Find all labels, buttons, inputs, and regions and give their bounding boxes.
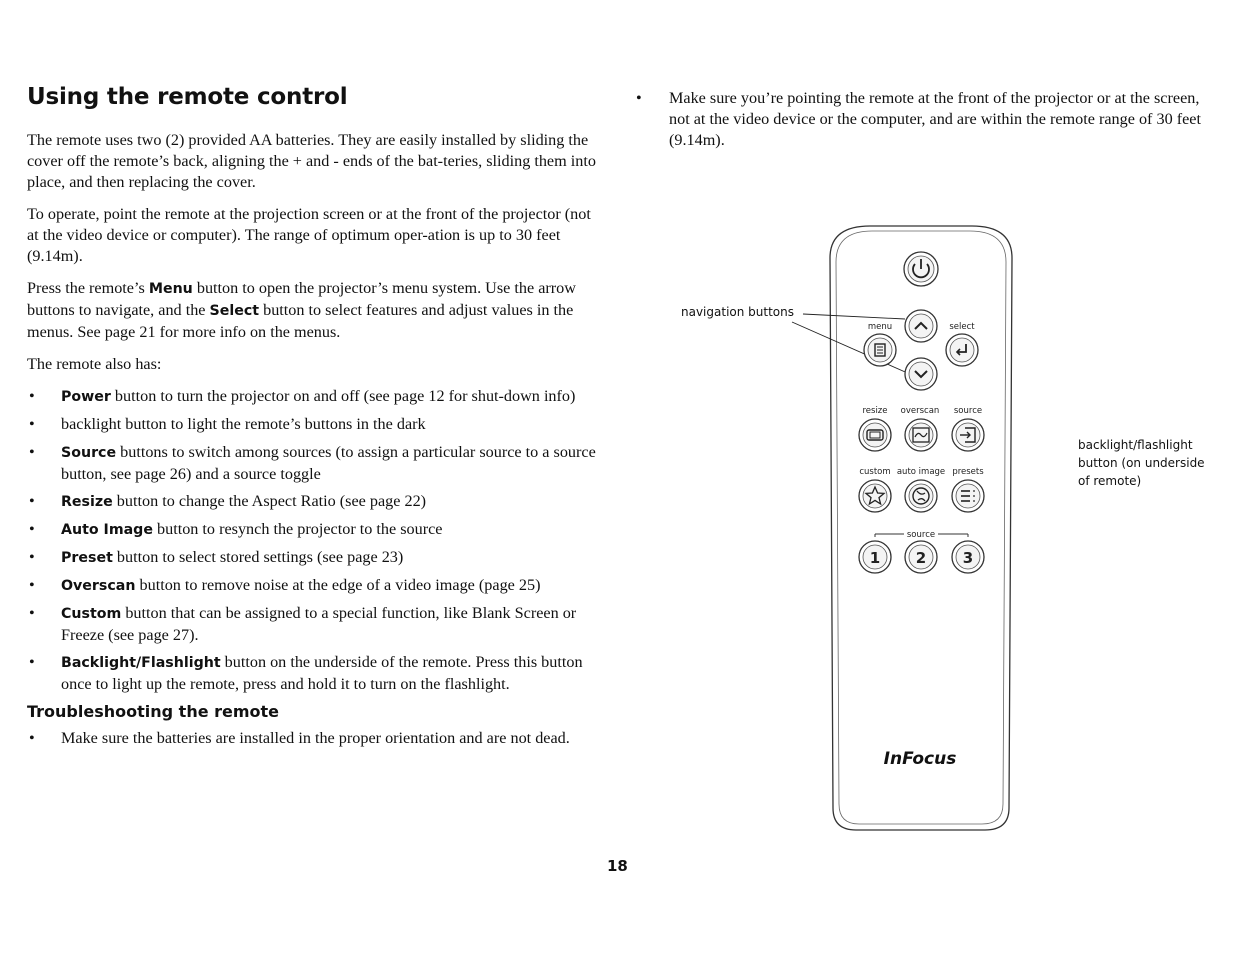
feature-text: backlight button to light the remote’s buttons in the dark bbox=[61, 415, 426, 433]
power-button bbox=[904, 252, 938, 286]
auto-image-label: auto image bbox=[896, 467, 946, 477]
resize-button bbox=[859, 419, 891, 451]
feature-text: button to select stored settings (see page 23) bbox=[112, 548, 404, 566]
also-has-text: The remote also has: bbox=[27, 355, 162, 373]
auto-image-button bbox=[905, 480, 937, 512]
down-button bbox=[905, 358, 937, 390]
feature-keyword: Custom bbox=[61, 606, 122, 622]
up-button bbox=[905, 310, 937, 342]
custom-button bbox=[859, 480, 891, 512]
source-1-button bbox=[859, 541, 891, 573]
bullet: • bbox=[29, 548, 35, 566]
feature-text: button to resynch the projector to the source bbox=[152, 520, 443, 538]
bullet: • bbox=[29, 415, 35, 433]
presets-label: presets bbox=[952, 467, 984, 477]
select-label: select bbox=[949, 322, 975, 332]
feature-keyword: Overscan bbox=[61, 578, 136, 594]
page-title: Using the remote control bbox=[27, 84, 348, 110]
source-button bbox=[952, 419, 984, 451]
feature-keyword: Preset bbox=[61, 550, 113, 566]
troubleshooting-heading: Troubleshooting the remote bbox=[27, 702, 280, 721]
bullet: • bbox=[29, 443, 35, 461]
feature-keyword: Auto Image bbox=[61, 522, 153, 538]
page-number: 18 bbox=[607, 857, 628, 875]
bullet: • bbox=[29, 492, 35, 510]
feature-text: buttons to switch among sources (to assign a particular source to a source button, see page 26) and a source toggle bbox=[61, 443, 596, 483]
feature-keyword: Backlight/Flashlight bbox=[61, 655, 221, 671]
feature-keyword: Power bbox=[61, 389, 111, 405]
feature-text: button to turn the projector on and off (see page 12 for shut-down info) bbox=[110, 387, 576, 405]
source-3-label: 3 bbox=[962, 549, 974, 567]
menu-label: menu bbox=[867, 322, 893, 332]
bullet: • bbox=[29, 604, 35, 622]
presets-button bbox=[952, 480, 984, 512]
source-2-label: 2 bbox=[915, 549, 927, 567]
menu-button bbox=[864, 334, 896, 366]
source-2-button bbox=[905, 541, 937, 573]
feature-keyword: Source bbox=[61, 445, 117, 461]
infocus-logo: InFocus bbox=[883, 749, 957, 769]
overscan-button bbox=[905, 419, 937, 451]
menu-paragraph-text: Press the remote’s bbox=[27, 279, 149, 297]
select-button bbox=[946, 334, 978, 366]
feature-text: button to change the Aspect Ratio (see page 22) bbox=[112, 492, 427, 510]
feature-text: button to remove noise at the edge of a video image (page 25) bbox=[135, 576, 541, 594]
intro-paragraph-2: To operate, point the remote at the projection screen or at the front of the projector (not at the video device or computer). The range of optimum oper-ation is up to 30 feet (9.14m). bbox=[27, 205, 591, 265]
bullet: • bbox=[29, 520, 35, 538]
troubleshooting-text: Make sure the batteries are installed in the proper orientation and are not dead. bbox=[61, 729, 570, 747]
source-3-button bbox=[952, 541, 984, 573]
intro-paragraph-1: The remote uses two (2) provided AA batteries. They are easily installed by sliding the cover off the remote’s back, aligning the + and - ends of the bat-teries, sliding them into place, and then replacing the cover. bbox=[27, 131, 596, 191]
source-label: source bbox=[953, 406, 983, 416]
resize-label: resize bbox=[862, 406, 888, 416]
overscan-label: overscan bbox=[900, 406, 940, 416]
bullet: • bbox=[636, 89, 642, 107]
feature-text: button on the underside of the remote. Press this button once to light up the remote, press and hold it to turn on the flashlight. bbox=[61, 653, 583, 693]
backlight-callout: backlight/flashlight button (on underside of remote) bbox=[1078, 438, 1205, 488]
troubleshooting-text: Make sure you’re pointing the remote at the front of the projector or at the screen, not at the video device or the computer, and are within the remote range of 30 feet (9.14m). bbox=[669, 89, 1201, 149]
bullet: • bbox=[29, 387, 35, 405]
source-group-label: source bbox=[906, 530, 936, 540]
menu-paragraph-text: button to select features and adjust values in the menus. See page 21 for more info on the menus. bbox=[27, 301, 574, 341]
source-1-label: 1 bbox=[869, 549, 881, 567]
feature-keyword: Resize bbox=[61, 494, 113, 510]
menu-paragraph-text: button to open the projector’s menu system. Use the arrow buttons to navigate, and the bbox=[27, 279, 576, 319]
bullet: • bbox=[29, 653, 35, 671]
custom-label: custom bbox=[859, 467, 891, 477]
navigation-buttons-callout: navigation buttons bbox=[681, 305, 794, 319]
select-keyword: Select bbox=[209, 303, 260, 319]
feature-text: button that can be assigned to a special function, like Blank Screen or Freeze (see page 27). bbox=[61, 604, 577, 644]
bullet: • bbox=[29, 576, 35, 594]
bullet: • bbox=[29, 729, 35, 747]
menu-keyword: Menu bbox=[148, 281, 193, 297]
